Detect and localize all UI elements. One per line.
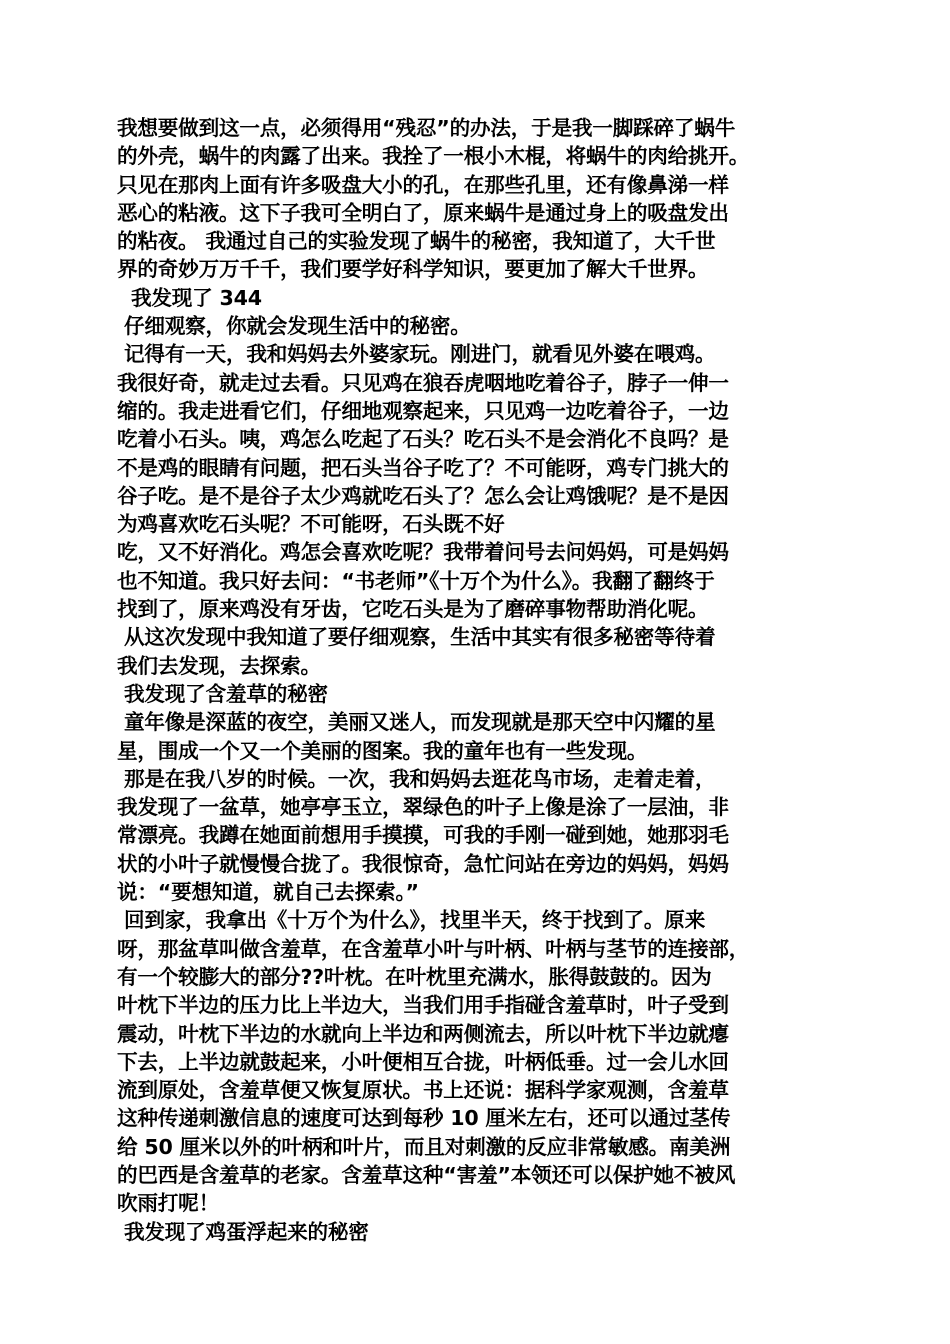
text-line: 为鸡喜欢吃石头呢？不可能呀，石头既不好: [117, 512, 505, 537]
text-line: 仔细观察，你就会发现生活中的秘密。: [117, 314, 471, 339]
section-heading: 我发现了鸡蛋浮起来的秘密: [117, 1219, 369, 1244]
text-line: 说：“要想知道，就自己去探索。”: [117, 880, 419, 905]
text-line: 的外壳，蜗牛的肉露了出来。我拴了一根小木棍，将蜗牛的肉给挑开。: [117, 144, 750, 169]
text-line: 只见在那肉上面有许多吸盘大小的孔，在那些孔里，还有像鼻涕一样: [117, 172, 729, 197]
text-line: 界的奇妙万万千千，我们要学好科学知识，要更加了解大千世界。: [117, 257, 709, 282]
text-line: 星，围成一个又一个美丽的图案。我的童年也有一些发现。: [117, 738, 648, 763]
text-line: 吹雨打呢！: [117, 1191, 219, 1216]
text-line: 我们去发现，去探索。: [117, 653, 321, 678]
text-line: 也不知道。我只好去问：“书老师”《十万个为什么》。我翻了翻终于: [117, 568, 715, 593]
text-line: 有一个较膨大的部分??叶枕。在叶枕里充满水，胀得鼓鼓的。因为: [117, 964, 712, 989]
text-line: 找到了，原来鸡没有牙齿，它吃石头是为了磨碎事物帮助消化呢。: [117, 597, 709, 622]
text-line: 的巴西是含羞草的老家。含羞草这种“害羞”本领还可以保护她不被风: [117, 1162, 736, 1187]
document-page: [117, 114, 847, 1246]
text-line: 缩的。我走进看它们，仔细地观察起来，只见鸡一边吃着谷子，一边: [117, 398, 729, 423]
text-line: 记得有一天，我和妈妈去外婆家玩。刚进门，就看见外婆在喂鸡。: [117, 342, 716, 367]
text-line: 的粘夜。 我通过自己的实验发现了蜗牛的秘密，我知道了，大千世: [117, 229, 716, 254]
text-line: 我很好奇，就走过去看。只见鸡在狼吞虎咽地吃着谷子，脖子一伸一: [117, 370, 729, 395]
text-line: 回到家，我拿出《十万个为什么》，找里半天，终于找到了。原来: [117, 908, 706, 933]
text-line: 下去，上半边就鼓起来，小叶便相互合拢，叶柄低垂。过一会儿水回: [117, 1049, 729, 1074]
text-line: 不是鸡的眼睛有问题，把石头当谷子吃了？不可能呀，鸡专门挑大的: [117, 455, 729, 480]
text-line: 我想要做到这一点，必须得用“残忍”的办法，于是我一脚踩碎了蜗牛: [117, 116, 736, 140]
text-line: 从这次发现中我知道了要仔细观察，生活中其实有很多秘密等待着: [117, 625, 716, 650]
text-line: 那是在我八岁的时候。一次，我和妈妈去逛花鸟市场，走着走着，: [117, 766, 716, 791]
text-line: 童年像是深蓝的夜空，美丽又迷人，而发现就是那天空中闪耀的星: [117, 710, 716, 735]
text-line: 状的小叶子就慢慢合拢了。我很惊奇，急忙问站在旁边的妈妈，妈妈: [117, 851, 729, 876]
text-line: 吃，又不好消化。鸡怎会喜欢吃呢？我带着问号去问妈妈，可是妈妈: [117, 540, 729, 565]
text-line: 这种传递刺激信息的速度可达到每秒 10 厘米左右，还可以通过茎传: [117, 1106, 731, 1131]
text-line: 常漂亮。我蹲在她面前想用手摸摸，可我的手刚一碰到她，她那羽毛: [117, 823, 729, 848]
section-heading: 我发现了含羞草的秘密: [117, 681, 328, 706]
text-line: 我发现了一盆草，她亭亭玉立，翠绿色的叶子上像是涂了一层油，非: [117, 795, 729, 820]
text-line: 呀，那盆草叫做含羞草，在含羞草小叶与叶柄、叶柄与茎节的连接部，: [117, 936, 750, 961]
text-line: 流到原处，含羞草便又恢复原状。书上还说：据科学家观测，含羞草: [117, 1078, 729, 1103]
text-line: 给 50 厘米以外的叶柄和叶片，而且对刺激的反应非常敏感。南美洲: [117, 1134, 731, 1159]
text-line: 震动，叶枕下半边的水就向上半边和两侧流去，所以叶枕下半边就瘪: [117, 1021, 729, 1046]
text-line: 恶心的粘液。这下子我可全明白了，原来蜗牛是通过身上的吸盘发出: [117, 200, 729, 225]
text-line: 叶枕下半边的压力比上半边大，当我们用手指碰含羞草时，叶子受到: [117, 993, 729, 1018]
section-heading: 我发现了 344: [117, 285, 262, 310]
text-line: 谷子吃。是不是谷子太少鸡就吃石头了？怎么会让鸡饿呢？是不是因: [117, 483, 729, 508]
text-line: 吃着小石头。咦，鸡怎么吃起了石头？吃石头不是会消化不良吗？是: [117, 427, 729, 452]
